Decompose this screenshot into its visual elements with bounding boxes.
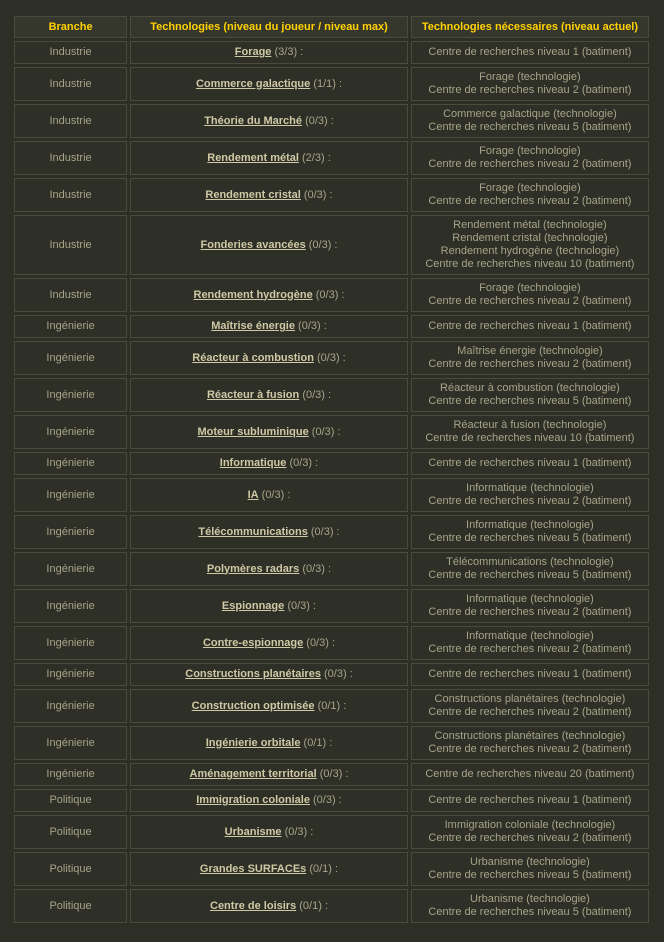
table-row	[14, 689, 649, 723]
table-row	[14, 552, 649, 586]
technology-level: (0/3) :	[315, 288, 345, 301]
technology-cell	[130, 626, 408, 660]
technology-cell	[130, 104, 408, 138]
table-row	[14, 889, 649, 923]
table-row	[14, 67, 649, 101]
branch-cell: Ingénierie	[14, 626, 127, 660]
technology-link[interactable]: Rendement cristal	[205, 188, 301, 201]
table-row	[14, 178, 649, 212]
technology-link[interactable]: Aménagement territorial	[189, 768, 317, 780]
technology-cell	[130, 589, 408, 623]
technology-link[interactable]: Construction optimisée	[191, 699, 315, 712]
requirement-line: Centre de recherches niveau 10 (batiment)	[425, 258, 635, 270]
branch-cell: Ingénierie	[14, 726, 127, 760]
technology-cell	[130, 552, 408, 586]
technologies-table	[11, 13, 652, 926]
technology-level: (0/3) :	[311, 425, 341, 438]
table-row	[14, 378, 649, 412]
technology-link[interactable]: IA	[247, 488, 259, 501]
technology-cell	[130, 141, 408, 175]
requirements-cell	[411, 378, 649, 412]
table-row	[14, 141, 649, 175]
table-row	[14, 763, 649, 786]
technology-cell	[130, 178, 408, 212]
requirements-cell	[411, 141, 649, 175]
technology-cell	[130, 378, 408, 412]
technology-level: (0/1) :	[299, 899, 328, 912]
requirement-line: Centre de recherches niveau 5 (batiment)	[428, 532, 632, 544]
technology-link[interactable]: Grandes SURFACEs	[199, 862, 307, 875]
technology-level: (0/3) :	[302, 562, 332, 575]
requirement-line: Urbanisme (technologie)	[470, 893, 590, 905]
branch-cell: Ingénierie	[14, 515, 127, 549]
branch-cell: Ingénierie	[14, 689, 127, 723]
requirement-line: Informatique (technologie)	[466, 593, 594, 605]
branch-cell: Politique	[14, 815, 127, 849]
branch-cell: Politique	[14, 889, 127, 923]
branch-cell: Industrie	[14, 104, 127, 138]
requirement-line: Centre de recherches niveau 2 (batiment)	[428, 743, 632, 755]
table-row	[14, 41, 649, 64]
requirement-line: Forage (technologie)	[479, 282, 581, 294]
requirements-cell	[411, 726, 649, 760]
branch-cell: Industrie	[14, 41, 127, 64]
requirements-cell	[411, 589, 649, 623]
branch-cell: Politique	[14, 789, 127, 812]
technology-level: (0/3) :	[319, 768, 349, 780]
technology-level: (0/3) :	[302, 388, 332, 401]
table-row	[14, 215, 649, 275]
requirement-line: Centre de recherches niveau 2 (batiment)	[428, 295, 632, 307]
technology-level: (0/3) :	[303, 188, 333, 201]
requirements-cell	[411, 763, 649, 786]
technology-level: (0/3) :	[289, 457, 319, 469]
technology-link[interactable]: Théorie du Marché	[204, 114, 302, 127]
technology-level: (0/3) :	[298, 320, 327, 332]
requirements-cell	[411, 452, 649, 475]
branch-cell: Ingénierie	[14, 552, 127, 586]
technology-link[interactable]: Moteur subluminique	[197, 425, 309, 438]
technology-level: (0/3) :	[310, 525, 340, 538]
branch-cell: Ingénierie	[14, 589, 127, 623]
technology-cell	[130, 215, 408, 275]
requirements-cell	[411, 67, 649, 101]
requirements-cell	[411, 689, 649, 723]
branch-cell: Ingénierie	[14, 452, 127, 475]
requirement-line: Urbanisme (technologie)	[470, 856, 590, 868]
requirement-line: Rendement cristal (technologie)	[452, 232, 608, 244]
technology-cell	[130, 689, 408, 723]
technology-cell	[130, 663, 408, 686]
technology-link[interactable]: Polymères radars	[206, 562, 300, 575]
branch-cell: Ingénierie	[14, 478, 127, 512]
technology-link[interactable]: Commerce galactique	[195, 77, 311, 90]
branch-cell: Ingénierie	[14, 663, 127, 686]
technology-cell	[130, 763, 408, 786]
technology-level: (0/3) :	[287, 599, 317, 612]
table-row	[14, 515, 649, 549]
table-row	[14, 478, 649, 512]
branch-cell: Industrie	[14, 215, 127, 275]
requirement-line: Centre de recherches niveau 2 (batiment)	[428, 195, 632, 207]
requirement-line: Constructions planétaires (technologie)	[434, 693, 626, 705]
technology-link[interactable]: Constructions planétaires	[185, 668, 321, 680]
requirement-line: Commerce galactique (technologie)	[443, 108, 617, 120]
requirement-line: Forage (technologie)	[479, 145, 581, 157]
header-branch: Branche	[14, 16, 127, 38]
requirements-cell	[411, 852, 649, 886]
requirement-line: Centre de recherches niveau 2 (batiment)	[428, 706, 632, 718]
technology-cell	[130, 815, 408, 849]
requirements-cell	[411, 478, 649, 512]
requirement-line: Centre de recherches niveau 5 (batiment)	[428, 869, 632, 881]
requirement-line: Rendement hydrogène (technologie)	[440, 245, 620, 257]
requirements-cell	[411, 278, 649, 312]
requirement-line: Télécommunications (technologie)	[446, 556, 614, 568]
requirements-cell	[411, 104, 649, 138]
technology-cell	[130, 726, 408, 760]
requirement-line: Centre de recherches niveau 1 (batiment)	[428, 794, 632, 806]
requirement-line: Centre de recherches niveau 2 (batiment)	[428, 832, 632, 844]
table-row	[14, 104, 649, 138]
requirement-line: Maîtrise énergie (technologie)	[457, 345, 603, 357]
requirement-line: Centre de recherches niveau 2 (batiment)	[428, 158, 632, 170]
requirements-cell	[411, 889, 649, 923]
branch-cell: Politique	[14, 852, 127, 886]
branch-cell: Industrie	[14, 67, 127, 101]
table-row	[14, 815, 649, 849]
requirement-line: Centre de recherches niveau 5 (batiment)	[428, 395, 632, 407]
table-row	[14, 452, 649, 475]
technology-link[interactable]: Rendement hydrogène	[193, 288, 313, 301]
technology-cell	[130, 852, 408, 886]
technology-link[interactable]: Ingénierie orbitale	[205, 736, 301, 749]
technology-cell	[130, 41, 408, 64]
technology-level: (0/1) :	[303, 736, 333, 749]
requirement-line: Centre de recherches niveau 1 (batiment)	[428, 457, 632, 469]
table-row	[14, 589, 649, 623]
technology-level: (0/1) :	[317, 699, 347, 712]
requirements-cell	[411, 178, 649, 212]
branch-cell: Ingénierie	[14, 341, 127, 375]
technology-cell	[130, 315, 408, 338]
technologies-body	[14, 41, 649, 923]
requirements-cell	[411, 789, 649, 812]
table-row	[14, 852, 649, 886]
branch-cell: Ingénierie	[14, 763, 127, 786]
table-row	[14, 789, 649, 812]
requirement-line: Informatique (technologie)	[466, 482, 594, 494]
technology-link[interactable]: Immigration coloniale	[196, 794, 310, 806]
technology-level: (3/3) :	[274, 46, 304, 58]
requirement-line: Centre de recherches niveau 5 (batiment)	[428, 906, 632, 918]
branch-cell: Ingénierie	[14, 315, 127, 338]
requirements-cell	[411, 552, 649, 586]
technology-link[interactable]: Centre de loisirs	[210, 899, 297, 912]
requirements-cell	[411, 41, 649, 64]
table-row	[14, 341, 649, 375]
requirement-line: Réacteur à fusion (technologie)	[453, 419, 607, 431]
requirements-cell	[411, 215, 649, 275]
requirement-line: Centre de recherches niveau 2 (batiment)	[428, 643, 632, 655]
technology-cell	[130, 889, 408, 923]
branch-cell: Industrie	[14, 141, 127, 175]
technology-link[interactable]: Télécommunications	[198, 525, 308, 538]
technology-link[interactable]: Fonderies avancées	[200, 238, 306, 251]
requirement-line: Centre de recherches niveau 2 (batiment)	[428, 358, 632, 370]
table-row	[14, 626, 649, 660]
table-row	[14, 415, 649, 449]
table-row	[14, 278, 649, 312]
requirement-line: Centre de recherches niveau 2 (batiment)	[428, 84, 632, 96]
technology-link[interactable]: Réacteur à fusion	[206, 388, 300, 401]
requirement-line: Immigration coloniale (technologie)	[444, 819, 616, 831]
requirement-line: Centre de recherches niveau 5 (batiment)	[428, 121, 632, 133]
requirement-line: Centre de recherches niveau 1 (batiment)	[428, 320, 632, 332]
technology-level: (0/3) :	[308, 238, 338, 251]
requirements-cell	[411, 341, 649, 375]
requirement-line: Rendement métal (technologie)	[453, 219, 607, 231]
requirement-line: Forage (technologie)	[479, 182, 581, 194]
technology-cell	[130, 478, 408, 512]
technology-link[interactable]: Maîtrise énergie	[211, 320, 295, 332]
branch-cell: Ingénierie	[14, 378, 127, 412]
requirement-line: Centre de recherches niveau 2 (batiment)	[428, 606, 632, 618]
branch-cell: Industrie	[14, 178, 127, 212]
technology-link[interactable]: Rendement métal	[207, 151, 299, 164]
requirement-line: Forage (technologie)	[479, 71, 581, 83]
branch-cell: Ingénierie	[14, 415, 127, 449]
table-row	[14, 315, 649, 338]
technology-level: (0/3) :	[261, 488, 291, 501]
requirement-line: Centre de recherches niveau 1 (batiment)	[428, 46, 632, 58]
technology-link[interactable]: Urbanisme	[224, 825, 282, 838]
technology-level: (0/3) :	[313, 794, 342, 806]
technology-level: (0/3) :	[324, 668, 353, 680]
technology-cell	[130, 341, 408, 375]
requirements-cell	[411, 626, 649, 660]
requirement-line: Centre de recherches niveau 20 (batiment)	[425, 768, 635, 780]
requirements-cell	[411, 815, 649, 849]
table-row	[14, 663, 649, 686]
requirement-line: Informatique (technologie)	[466, 630, 594, 642]
requirement-line: Réacteur à combustion (technologie)	[440, 382, 620, 394]
technology-level: (2/3) :	[302, 151, 331, 164]
requirement-line: Centre de recherches niveau 2 (batiment)	[428, 495, 632, 507]
technology-level: (1/1) :	[313, 77, 343, 90]
requirement-line: Centre de recherches niveau 10 (batiment)	[425, 432, 635, 444]
technology-cell	[130, 789, 408, 812]
requirements-cell	[411, 415, 649, 449]
branch-cell: Industrie	[14, 278, 127, 312]
technology-cell	[130, 415, 408, 449]
requirement-line: Informatique (technologie)	[466, 519, 594, 531]
technology-cell	[130, 452, 408, 475]
technology-link[interactable]: Espionnage	[221, 599, 285, 612]
technology-level: (0/1) :	[309, 862, 339, 875]
technology-cell	[130, 515, 408, 549]
table-row	[14, 726, 649, 760]
technology-cell	[130, 278, 408, 312]
technology-link[interactable]: Informatique	[219, 457, 287, 469]
requirements-cell	[411, 663, 649, 686]
technology-cell	[130, 67, 408, 101]
technology-link[interactable]: Contre-espionnage	[202, 636, 304, 649]
technology-link[interactable]: Réacteur à combustion	[192, 351, 314, 364]
header-technologies: Technologies (niveau du joueur / niveau max)	[130, 16, 408, 38]
requirements-cell	[411, 515, 649, 549]
technology-level: (0/3) :	[305, 114, 334, 127]
technology-level: (0/3) :	[316, 351, 346, 364]
requirement-line: Centre de recherches niveau 1 (batiment)	[428, 668, 632, 680]
requirements-cell	[411, 315, 649, 338]
header-requirements: Technologies nécessaires (niveau actuel)	[411, 16, 649, 38]
requirement-line: Centre de recherches niveau 5 (batiment)	[428, 569, 632, 581]
technology-level: (0/3) :	[284, 825, 314, 838]
header-row	[14, 16, 649, 38]
technology-link[interactable]: Forage	[234, 46, 272, 58]
requirement-line: Constructions planétaires (technologie)	[434, 730, 626, 742]
technology-level: (0/3) :	[306, 636, 336, 649]
